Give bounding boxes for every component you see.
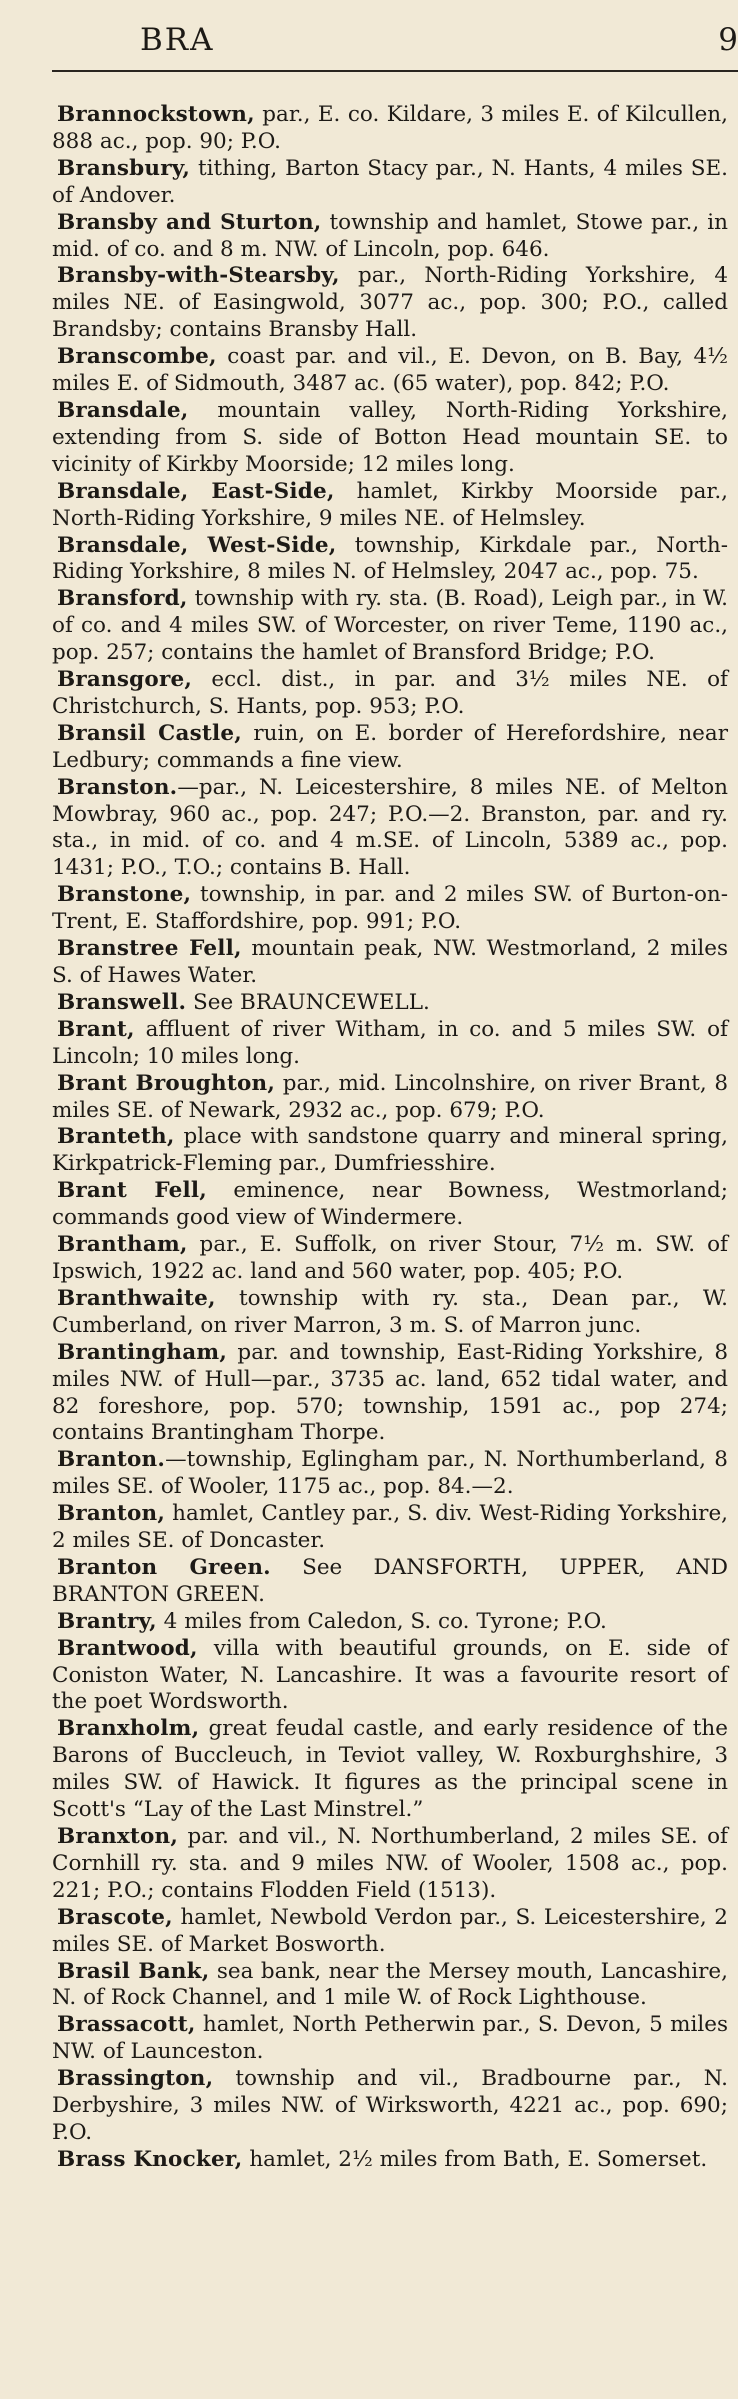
entry-headword: Brantwood, [57, 1635, 198, 1661]
gazetteer-entry [52, 1609, 728, 1636]
entry-headword: Brant Broughton, [57, 1070, 276, 1096]
gazetteer-entry [52, 263, 728, 344]
entry-text: township with ry. sta. (B. Road), Leigh par., in W. of co. and 4 miles SW. of Worcester, on river Teme, 1190 ac., pop. 257; contains the hamlet of Bransford Bridge; P.O. [52, 586, 728, 666]
gazetteer-entry [52, 1959, 728, 2013]
page-header [52, 0, 738, 72]
entry-list [52, 72, 728, 2174]
gazetteer-entry [52, 1124, 728, 1178]
gazetteer-entry [52, 398, 728, 479]
entry-headword: Bransil Castle, [57, 720, 242, 746]
gazetteer-entry [52, 1232, 728, 1286]
gazetteer-entry [52, 1555, 728, 1609]
entry-headword: Bransdale, East-Side, [57, 478, 335, 504]
entry-text: —township, Eglingham par., N. Northumberland, 8 miles SE. of Wooler, 1175 ac., pop. 84.—2. [52, 1447, 728, 1500]
entry-text: coast par. and vil., E. Devon, on B. Bay, 4½ miles E. of Sidmouth, 3487 ac. (65 water), pop. 842; P.O. [52, 344, 728, 397]
gazetteer-entry [52, 586, 728, 667]
entry-headword: Branxholm, [57, 1716, 200, 1742]
entry-headword: Brantingham, [57, 1339, 228, 1365]
entry-text: township and hamlet, Stowe par., in mid. of co. and 8 m. NW. of Lincoln, pop. 646. [52, 209, 728, 262]
entry-text: township, in par. and 2 miles SW. of Burton-on-Trent, E. Staffordshire, pop. 991; P.O. [52, 882, 728, 935]
gazetteer-entry [52, 1071, 728, 1125]
entry-headword: Branton. [57, 1447, 166, 1473]
gazetteer-entry [52, 990, 728, 1017]
gazetteer-entry [52, 775, 728, 883]
gazetteer-entry [52, 1178, 728, 1232]
entry-headword: Brant, [57, 1016, 135, 1042]
entry-text: 4 miles from Caledon, S. co. Tyrone; P.O. [156, 1608, 607, 1634]
entry-headword: Branxton, [57, 1824, 179, 1849]
entry-headword: Bransbury, [57, 155, 191, 181]
running-head: BRA [140, 22, 215, 58]
entry-text: ruin, on E. border of Herefordshire, near Ledbury; commands a fine view. [52, 720, 728, 773]
gazetteer-entry [52, 1824, 728, 1905]
gazetteer-entry [52, 210, 728, 264]
gazetteer-entry [52, 2012, 728, 2066]
entry-headword: Bransdale, West-Side, [57, 532, 337, 558]
entry-text: township, Kirkdale par., North-Riding Yorkshire, 8 miles N. of Helmsley, 2047 ac., pop. 75. [52, 532, 728, 585]
gazetteer-entry [52, 2066, 728, 2147]
gazetteer-entry [52, 667, 728, 721]
entry-headword: Brasil Bank, [57, 1958, 210, 1984]
entry-headword: Brant Fell, [57, 1178, 207, 1204]
entry-text: par., North-Riding Yorkshire, 4 miles NE. of Easingwold, 3077 ac., pop. 300; P.O., called Brandsby; contains Bransby Hall. [52, 263, 728, 343]
page-number: 9 [718, 22, 738, 58]
gazetteer-entry [52, 2147, 728, 2174]
entry-text: par. and township, East-Riding Yorkshire, 8 miles NW. of Hull—par., 3735 ac. land, 652 tidal water, and 82 foreshore, pop. 570; township, 1591 ac., pop 274; contains Brantingham Thorpe. [52, 1339, 728, 1446]
entry-text: See BRAUNCEWELL. [186, 989, 430, 1015]
gazetteer-entry [52, 1286, 728, 1340]
entry-text: mountain valley, North-Riding Yorkshire, extending from S. side of Botton Head mountain SE. to vicinity of Kirkby Moorside; 12 miles long. [52, 397, 728, 477]
gazetteer-entry [52, 1716, 728, 1824]
entry-text: eccl. dist., in par. and 3½ miles NE. of Christchurch, S. Hants, pop. 953; P.O. [52, 667, 728, 719]
entry-headword: Branscombe, [57, 344, 217, 370]
entry-text: sea bank, near the Mersey mouth, Lancashire, N. of Rock Channel, and 1 mile W. of Rock Lighthouse. [52, 1958, 728, 2011]
gazetteer-entry [52, 1636, 728, 1717]
entry-headword: Branswell. [57, 989, 187, 1015]
entry-text: place with sandstone quarry and mineral spring, Kirkpatrick-Fleming par., Dumfriesshire. [52, 1124, 728, 1177]
gazetteer-entry [52, 936, 728, 990]
entry-headword: Branstree Fell, [57, 936, 242, 962]
gazetteer-entry [52, 1905, 728, 1959]
entry-headword: Brassington, [57, 2066, 214, 2092]
entry-headword: Bransgore, [57, 667, 193, 693]
entry-text: par., E. co. Kildare, 3 miles E. of Kilcullen, 888 ac., pop. 90; P.O. [52, 102, 728, 154]
entry-text: great feudal castle, and early residence of the Barons of Buccleuch, in Teviot valley, W. Roxburghshire, 3 miles SW. of Hawick. It figures as the principal scene in Scott's “Lay of the Last Minstrel.” [52, 1716, 728, 1823]
entry-headword: Bransford, [57, 586, 188, 612]
entry-text: affluent of river Witham, in co. and 5 miles SW. of Lincoln; 10 miles long. [52, 1016, 728, 1069]
entry-text: —par., N. Leicestershire, 8 miles NE. of Melton Mowbray, 960 ac., pop. 247; P.O.—2. Branston, par. and ry. sta., in mid. of co. and 4 m.SE. of Lincoln, 5389 ac., pop. 1431; P.O., T.O.; contains B. Hall. [52, 774, 728, 881]
entry-headword: Brascote, [57, 1904, 173, 1930]
entry-headword: Branteth, [57, 1124, 175, 1150]
entry-text: mountain peak, NW. Westmorland, 2 miles S. of Hawes Water. [52, 936, 728, 988]
entry-headword: Brantham, [57, 1232, 188, 1258]
entry-headword: Bransby-with-Stearsby, [57, 263, 340, 289]
gazetteer-entry [52, 344, 728, 398]
entry-text: township and vil., Bradbourne par., N. Derbyshire, 3 miles NW. of Wirksworth, 4221 ac., pop. 690; P.O. [52, 2066, 728, 2145]
entry-headword: Brantry, [57, 1608, 157, 1634]
entry-headword: Brassacott, [57, 2012, 196, 2038]
entry-text: hamlet, North Petherwin par., S. Devon, 5 miles NW. of Launceston. [52, 2012, 728, 2065]
gazetteer-entry [52, 882, 728, 936]
entry-text: par. and vil., N. Northumberland, 2 miles SE. of Cornhill ry. sta. and 9 miles NW. of Wooler, 1508 ac., pop. 221; P.O.; contains Flodden Field (1513). [52, 1824, 728, 1903]
gazetteer-entry [52, 1340, 728, 1448]
entry-text: hamlet, Cantley par., S. div. West-Riding Yorkshire, 2 miles SE. of Doncaster. [52, 1501, 728, 1554]
gazetteer-entry [52, 102, 728, 156]
entry-headword: Bransby and Sturton, [57, 209, 322, 235]
entry-text: par., E. Suffolk, on river Stour, 7½ m. SW. of Ipswich, 1922 ac. land and 560 water, pop. 405; P.O. [52, 1232, 728, 1284]
entry-headword: Branthwaite, [57, 1285, 216, 1311]
gazetteer-entry [52, 1501, 728, 1555]
entry-text: hamlet, 2½ miles from Bath, E. Somerset. [242, 2146, 708, 2172]
entry-headword: Brannockstown, [57, 102, 255, 127]
entry-headword: Branston. [57, 774, 178, 800]
entry-text: tithing, Barton Stacy par., N. Hants, 4 miles SE. of Andover. [52, 155, 728, 208]
entry-text: eminence, near Bowness, Westmorland; commands good view of Windermere. [52, 1178, 728, 1231]
entry-text: See DANSFORTH, UPPER, AND BRANTON GREEN. [52, 1554, 728, 1607]
gazetteer-entry [52, 1017, 728, 1071]
gazetteer-entry [52, 156, 728, 210]
entry-text: par., mid. Lincolnshire, on river Brant, 8 miles SE. of Newark, 2932 ac., pop. 679; P.O. [52, 1070, 729, 1123]
entry-headword: Brass Knocker, [57, 2146, 243, 2172]
entry-text: township with ry. sta., Dean par., W. Cumberland, on river Marron, 3 m. S. of Marron junc. [52, 1285, 728, 1338]
entry-headword: Branstone, [57, 882, 192, 908]
entry-text: hamlet, Kirkby Moorside par., North-Riding Yorkshire, 9 miles NE. of Helmsley. [52, 478, 728, 531]
gazetteer-entry [52, 1447, 728, 1501]
entry-text: hamlet, Newbold Verdon par., S. Leicestershire, 2 miles SE. of Market Bosworth. [52, 1904, 728, 1957]
entry-headword: Bransdale, [57, 397, 189, 423]
gazetteer-entry [52, 479, 728, 533]
gazetteer-entry [52, 721, 728, 775]
gazetteer-entry [52, 533, 728, 587]
entry-headword: Branton, [57, 1501, 166, 1527]
entry-headword: Branton Green. [57, 1554, 271, 1580]
entry-text: villa with beautiful grounds, on E. side of Coniston Water, N. Lancashire. It was a favourite resort of the poet Wordsworth. [52, 1635, 728, 1715]
